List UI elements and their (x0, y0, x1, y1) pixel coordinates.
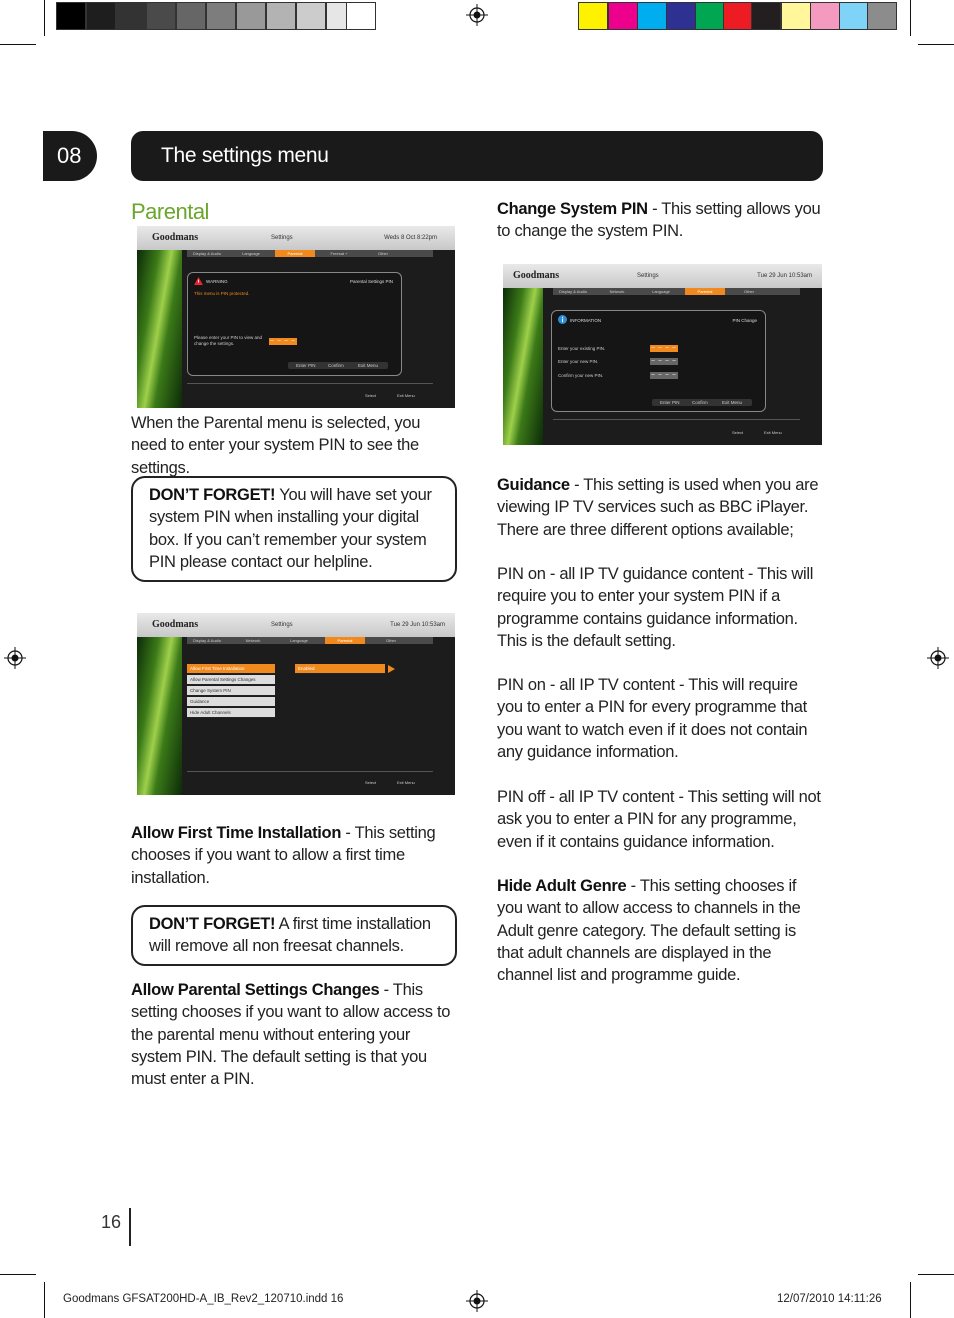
description: - This setting chooses if you want to allow access to the parental menu without entering your system PIN. The default setting is that you must enter a PIN. (131, 981, 451, 1089)
grass-graphic (503, 288, 543, 445)
tab-display-audio: Display & Audio (192, 251, 221, 256)
brand-logo: Goodmans (152, 232, 199, 243)
section-title: Parental (131, 199, 209, 224)
footer-exit-menu: Exit Menu (397, 780, 415, 785)
protected-message: This menu is PIN protected. (194, 291, 250, 296)
tab-network: Network (609, 289, 625, 294)
tab-network: Network (245, 638, 261, 643)
screen-datetime: Tue 29 Jun 10:53am (390, 622, 445, 628)
description: - This setting is used when you are viewing IP TV services such as BBC iPlayer. There are three different options available; (497, 476, 819, 539)
grass-graphic (137, 250, 182, 408)
brand-logo: Goodmans (152, 619, 199, 630)
row-confirm-pin: Confirm your new PIN. (558, 373, 604, 378)
key-enter-pin: Enter PIN (660, 400, 680, 405)
page-number: 16 (101, 1212, 122, 1232)
key-enter-pin: Enter PIN (296, 363, 316, 368)
tab-parental: Parental (275, 250, 315, 257)
row-new-pin: Enter your new PIN. (558, 359, 599, 364)
tab-display-audio: Display & Audio (558, 289, 587, 294)
description: - This setting allows you to change the system PIN. (497, 200, 821, 241)
description: - This setting chooses if you want to allow a first time installation. (131, 824, 436, 887)
tab-other: Other (385, 638, 396, 643)
page-title: The settings menu (131, 131, 823, 181)
pin-change-dialog (551, 310, 766, 412)
allow-first-time-installation-text (131, 822, 451, 889)
term: Hide Adult Genre (497, 877, 627, 895)
pin-dialog (187, 272, 402, 376)
info-label: INFORMATION (570, 318, 602, 323)
tab-other: Other (377, 251, 388, 256)
tab-parental: Parental (325, 637, 365, 644)
menu-item-hide-adult-channels: Hide Adult Channels (187, 708, 275, 718)
tab-freesat-plus: Freesat + (330, 251, 348, 256)
guidance-option-2: PIN on - all IP TV content - This will require you to enter a PIN for every programme that you want to watch even if it does not contain any guidance information. (497, 676, 808, 761)
footer-exit-menu: Exit Menu (764, 430, 782, 435)
guidance-option-1: PIN on - all IP TV guidance content - This will require you to enter your system PIN if a programme contains guidance information. This is the default setting. (497, 565, 814, 650)
brand-logo: Goodmans (513, 270, 560, 281)
guidance-option-3: PIN off - all IP TV content - This setting will not ask you to enter a PIN for any programme, even if it contains guidance information. (497, 788, 821, 851)
term: Change System PIN (497, 200, 648, 218)
screen-footer (351, 391, 427, 400)
menu-item-guidance: Guidance (187, 697, 275, 707)
print-slug-date: 12/07/2010 14:11:26 (777, 1293, 882, 1305)
tab-language: Language (290, 638, 308, 643)
parental-menu-screenshot (137, 613, 455, 795)
term: Guidance (497, 476, 570, 494)
row-existing-pin: Enter your existing PIN. (558, 346, 606, 351)
pin-input: – – – – (270, 338, 296, 344)
arrow-right-icon (388, 665, 395, 673)
screen-footer (351, 778, 427, 787)
footer-select: Select (365, 393, 377, 398)
registration-mark-icon (466, 4, 488, 26)
key-exit-menu: Exit Menu (358, 363, 379, 368)
page-number-rule (129, 1208, 131, 1246)
warning-label: WARNING (206, 279, 228, 284)
description: - This setting chooses if you want to allow access to channels in the Adult genre category. The default setting is that adult channels are displayed in the channel list and programme guide. (497, 877, 801, 985)
tab-display-audio: Display & Audio (192, 638, 221, 643)
parental-intro: When the Parental menu is selected, you need to enter your system PIN to see the settings. (131, 414, 421, 477)
pin-change-screenshot (503, 264, 822, 445)
note-text: A first time installation will remove all non freesat channels. (149, 915, 431, 956)
hide-adult-genre-text (497, 875, 822, 986)
screen-title: Settings (637, 273, 659, 279)
settings-tabs (553, 288, 800, 295)
settings-tabs (187, 250, 433, 257)
menu-item-allow-first-time-installation: Allow First Time Installation (187, 664, 275, 674)
allow-parental-settings-changes-text (131, 979, 451, 1090)
screen-footer (718, 428, 794, 437)
note-text: You will have set your system PIN when installing your digital box. If you can’t remember your system PIN please contact our helpline. (149, 486, 432, 571)
key-help-bar (652, 399, 752, 406)
tab-language: Language (652, 289, 670, 294)
chapter-number: 08 (43, 131, 97, 181)
existing-pin-input: – – – – (651, 345, 677, 351)
tab-parental: Parental (685, 288, 725, 295)
info-icon (558, 315, 567, 324)
footer-select: Select (732, 430, 744, 435)
tab-language: Language (242, 251, 260, 256)
key-confirm: Confirm (328, 363, 344, 368)
menu-item-allow-parental-settings-changes: Allow Parental Settings Changes (187, 675, 275, 685)
key-help-bar (288, 362, 388, 369)
screen-title: Settings (271, 622, 293, 628)
pin-prompt: Please enter your PIN to view and change the settings. (194, 335, 263, 346)
footer-exit-menu: Exit Menu (397, 393, 415, 398)
screen-title: Settings (271, 235, 293, 241)
tab-other: Other (743, 289, 754, 294)
guidance-text (497, 474, 822, 541)
footer-select: Select (365, 780, 377, 785)
parental-pin-screenshot (137, 226, 455, 408)
term: Allow Parental Settings Changes (131, 981, 380, 999)
note-heading: DON’T FORGET! (149, 486, 276, 504)
settings-tabs (187, 637, 433, 644)
registration-mark-icon (466, 1290, 488, 1312)
screen-datetime: Tue 29 Jun 10:53am (757, 273, 812, 279)
setting-value: Enabled (295, 664, 385, 674)
registration-mark-icon (927, 647, 949, 669)
dialog-title: PIN Change (732, 318, 757, 323)
registration-mark-icon (4, 647, 26, 669)
dialog-title: Parental Settings PIN (349, 279, 393, 284)
menu-item-change-system-pin: Change System PIN (187, 686, 275, 696)
confirm-pin-input: – – – – (651, 372, 677, 378)
term: Allow First Time Installation (131, 824, 342, 842)
key-confirm: Confirm (692, 400, 708, 405)
print-slug-file: Goodmans GFSAT200HD-A_IB_Rev2_120710.indd 16 (63, 1293, 344, 1305)
new-pin-input: – – – – (651, 358, 677, 364)
warning-icon (194, 277, 203, 285)
dont-forget-note-installation (131, 905, 457, 966)
change-system-pin-text (497, 198, 822, 243)
key-exit-menu: Exit Menu (722, 400, 743, 405)
grass-graphic (137, 637, 182, 795)
dont-forget-note-pin (131, 476, 457, 582)
note-heading: DON’T FORGET! (149, 915, 276, 933)
screen-datetime: Weds 8 Oct 8:22pm (384, 235, 437, 241)
